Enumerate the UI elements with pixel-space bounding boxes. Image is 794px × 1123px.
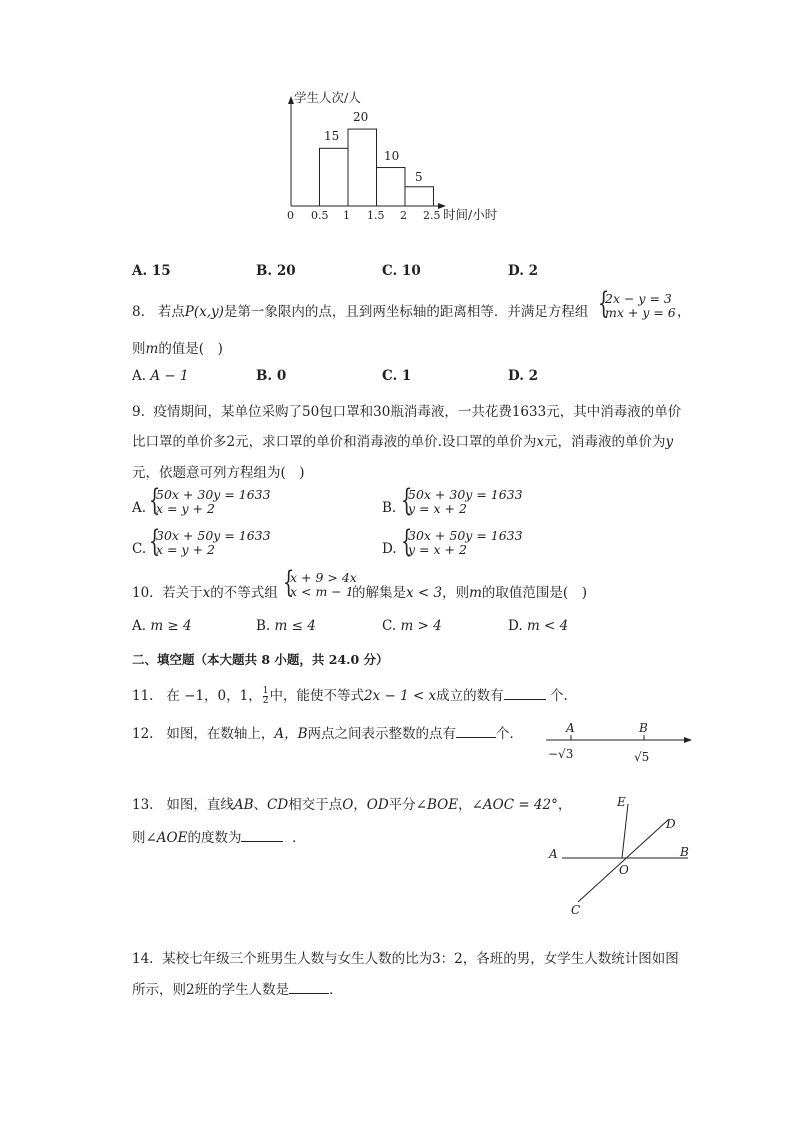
q8-text: 的值是( ) xyxy=(158,341,223,357)
q10-var-x: x xyxy=(202,585,211,601)
q10-system xyxy=(290,571,357,599)
label-o: O xyxy=(619,863,629,877)
option-label: B. xyxy=(256,263,273,279)
q8-system-brace: { xyxy=(597,286,610,321)
q11-inequality: 2x − 1 < x xyxy=(363,688,437,704)
q12-text: 如图，在数轴上， xyxy=(166,726,275,742)
q11-text: 在 −1，0，1， xyxy=(166,688,262,704)
q7-option-c[interactable] xyxy=(382,263,421,279)
q13-angle-aoc: ∠AOC = 42° xyxy=(471,797,558,813)
question-number: 8. xyxy=(132,304,145,320)
q10-text: 若关于 xyxy=(162,585,203,601)
q8-text: 则 xyxy=(132,341,146,357)
q8-option-a[interactable] xyxy=(132,368,189,384)
question-number: 12. xyxy=(132,726,154,742)
q10-var-m: m xyxy=(469,585,482,601)
q10-option-c[interactable] xyxy=(382,618,442,634)
eq: y = x + 2 xyxy=(408,501,467,516)
option-text: 15 xyxy=(151,263,171,279)
option-label: D. xyxy=(508,618,523,634)
q13-text: 、 xyxy=(253,797,268,813)
eq: 50x + 30y = 1633 xyxy=(156,487,271,502)
value-a-label: −√3 xyxy=(548,747,574,761)
option-label: C. xyxy=(382,368,398,384)
q11-fraction xyxy=(263,687,269,706)
x-tick-label: 2.5 xyxy=(423,209,441,222)
eq: x + 9 > 4x xyxy=(290,570,357,585)
q10-stem-a xyxy=(132,581,278,601)
q14-answer-blank[interactable] xyxy=(289,981,329,994)
option-label: A. xyxy=(132,500,147,516)
bar-value-label: 15 xyxy=(324,129,340,143)
q13-line-ab: AB xyxy=(233,797,254,813)
histogram-bar xyxy=(377,168,406,206)
q13-line1 xyxy=(132,793,571,813)
q9-text: 元，消毒液的单价为 xyxy=(544,434,666,450)
question-number: 11. xyxy=(132,688,154,704)
q10-system-brace: { xyxy=(282,565,295,600)
q10-stem-b xyxy=(352,581,587,601)
q9-text: 疫情期间，某单位采购了50包口罩和30瓶消毒液，一共花费1633元，其中消毒液的单价 xyxy=(153,404,682,420)
q9-line1 xyxy=(132,400,681,420)
q8-option-b[interactable] xyxy=(256,368,286,384)
q13-answer-blank[interactable] xyxy=(241,829,283,842)
label-d: D xyxy=(666,817,676,831)
q13-text: ， xyxy=(557,797,572,813)
option-label: D. xyxy=(508,368,524,384)
eq: 30x + 50y = 1633 xyxy=(408,528,523,543)
ray-oe xyxy=(622,804,628,858)
x-tick-label: 1.5 xyxy=(367,209,385,222)
q13-text: 相交于点 xyxy=(288,797,343,813)
q7-option-a[interactable] xyxy=(132,263,171,279)
frac-num: 1 xyxy=(262,686,269,696)
q14-line2 xyxy=(132,978,343,998)
q11-answer-blank[interactable] xyxy=(504,687,546,700)
question-number: 14. xyxy=(132,951,154,967)
option-text: 1 xyxy=(401,368,412,384)
q9-line3: 元，依题意可列方程组为( ) xyxy=(132,465,305,481)
line-cd xyxy=(578,820,668,902)
option-system xyxy=(408,529,523,557)
option-label: A. xyxy=(132,368,147,384)
label-a: A xyxy=(549,847,558,861)
q11-text: 成立的数有 xyxy=(436,688,504,704)
question-number: 10. xyxy=(132,585,154,601)
option-label: D. xyxy=(382,541,397,557)
histogram-chart xyxy=(280,88,510,228)
question-number: 13. xyxy=(132,797,154,813)
q13-angle-boe: ∠BOE xyxy=(415,797,459,813)
q10-text: 的取值范围是( ) xyxy=(481,585,587,601)
option-text: m ≥ 4 xyxy=(150,618,192,634)
x-axis-label: 时间/小时 xyxy=(443,207,498,222)
label-b: B xyxy=(680,845,689,859)
option-text: m > 4 xyxy=(400,618,442,634)
q13-text: ， xyxy=(353,797,367,813)
q13-angle-aoe: ∠AOE xyxy=(145,830,188,846)
q10-solution: x < 3 xyxy=(406,585,443,601)
brace: { xyxy=(148,524,161,559)
option-label: A. xyxy=(132,618,147,634)
q12-points: A，B xyxy=(274,726,308,742)
q13-text: ， xyxy=(458,797,472,813)
brace: { xyxy=(400,483,413,518)
eq: 50x + 30y = 1633 xyxy=(408,487,523,502)
label-e: E xyxy=(617,795,626,809)
origin-label: 0 xyxy=(287,209,294,222)
q13-text: 的度数为 xyxy=(187,830,242,846)
q12-answer-blank[interactable] xyxy=(456,725,496,738)
option-label: B. xyxy=(256,368,273,384)
option-text: 0 xyxy=(276,368,287,384)
option-label: C. xyxy=(382,263,398,279)
histogram-bar xyxy=(405,187,434,206)
q8-text: 是第一象限内的点，且到两坐标轴的距离相等．并满足方程组 xyxy=(223,304,589,320)
q7-option-b[interactable] xyxy=(256,263,296,279)
q12-text: 个． xyxy=(496,726,524,742)
q8-point: P(x,y) xyxy=(184,304,224,320)
eq: x = y + 2 xyxy=(156,542,215,557)
option-label: C. xyxy=(132,541,147,557)
option-label: C. xyxy=(382,618,397,634)
q8-eq2: mx + y = 6 xyxy=(605,305,676,320)
q8-line2 xyxy=(132,337,223,357)
q9-var-x: x xyxy=(536,434,545,450)
option-label: B. xyxy=(256,618,271,634)
q11-text: 中，能使不等式 xyxy=(269,688,364,704)
q14-line1 xyxy=(132,947,679,967)
bar-value-label: 20 xyxy=(353,110,369,124)
option-text: 10 xyxy=(401,263,421,279)
point-b-label: B xyxy=(639,721,648,735)
q13-point-o: O xyxy=(342,797,354,813)
option-system xyxy=(156,529,271,557)
q8-comma: ， xyxy=(677,304,691,320)
option-label: A. xyxy=(132,263,148,279)
option-text: 20 xyxy=(276,263,296,279)
number-line-figure xyxy=(540,714,700,768)
option-label: D. xyxy=(508,263,524,279)
q10-text: 的解集是 xyxy=(352,585,406,601)
q14-text: 某校七年级三个班男生人数与女生人数的比为3：2，各班的男，女学生人数统计图如图 xyxy=(162,951,679,967)
x-tick-label: 1 xyxy=(343,209,350,222)
section-title: 二、填空题（本大题共 8 小题，共 24.0 分） xyxy=(132,652,389,667)
q13-line-cd: CD xyxy=(267,797,289,813)
q9-var-y: y xyxy=(665,434,674,450)
option-text: A − 1 xyxy=(150,368,189,384)
question-number: 9. xyxy=(132,404,145,420)
q12-text: 两点之间表示整数的点有 xyxy=(307,726,457,742)
q13-text: ． xyxy=(292,830,306,846)
q13-ray-od: OD xyxy=(366,797,389,813)
q8-system xyxy=(605,292,676,320)
eq: x = y + 2 xyxy=(156,501,215,516)
bar-value-label: 5 xyxy=(415,170,423,184)
q10-option-b[interactable] xyxy=(256,618,316,634)
value-b-label: √5 xyxy=(634,750,650,764)
number-line-arrow xyxy=(684,737,692,743)
option-system xyxy=(156,488,271,516)
point-a-label: A xyxy=(566,721,575,735)
histogram-bar xyxy=(348,129,377,206)
brace: { xyxy=(148,483,161,518)
frac-den: 2 xyxy=(262,696,269,706)
bar-value-label: 10 xyxy=(384,149,400,163)
q11-text: 个. xyxy=(549,688,568,704)
q10-option-a[interactable] xyxy=(132,618,192,634)
q13-text: 则 xyxy=(132,830,146,846)
q14-text: ． xyxy=(329,982,343,998)
y-axis-label: 学生人次/人 xyxy=(294,90,361,105)
q10-text: 的不等式组 xyxy=(210,585,278,601)
x-tick-label: 2 xyxy=(400,209,407,222)
q7-option-d[interactable] xyxy=(508,263,538,279)
q10-option-d[interactable] xyxy=(508,618,568,634)
q14-text: 所示，则2班的学生人数是 xyxy=(132,982,290,998)
q12-stem xyxy=(132,722,523,742)
label-c: C xyxy=(571,903,581,917)
q13-text: 如图，直线 xyxy=(166,797,234,813)
q10-text: ，则 xyxy=(442,585,470,601)
q11-stem xyxy=(132,684,568,706)
option-text: 2 xyxy=(528,263,539,279)
option-text: 2 xyxy=(528,368,539,384)
q8-var-m: m xyxy=(145,341,159,357)
q13-line2 xyxy=(132,826,306,846)
q8-eq1: 2x − y = 3 xyxy=(605,291,672,306)
option-text: m ≤ 4 xyxy=(274,618,316,634)
x-tick-label: 0.5 xyxy=(311,209,329,222)
q8-stem xyxy=(132,300,588,320)
option-text: m < 4 xyxy=(526,618,569,634)
q8-text: 若点 xyxy=(157,304,185,320)
eq: x < m − 1 xyxy=(290,584,354,599)
q9-text: 比口罩的单价多2元，求口罩的单价和消毒液的单价.设口罩的单价为 xyxy=(132,434,537,450)
q13-text: 平分 xyxy=(388,797,416,813)
eq: 30x + 50y = 1633 xyxy=(156,528,271,543)
intersecting-lines-figure xyxy=(540,790,700,920)
q8-option-c[interactable] xyxy=(382,368,411,384)
eq: y = x + 2 xyxy=(408,542,467,557)
q9-line2 xyxy=(132,430,673,450)
option-system xyxy=(408,488,523,516)
option-label: B. xyxy=(382,500,397,516)
q8-option-d[interactable] xyxy=(508,368,538,384)
brace: { xyxy=(400,524,413,559)
histogram-bar xyxy=(320,148,349,206)
